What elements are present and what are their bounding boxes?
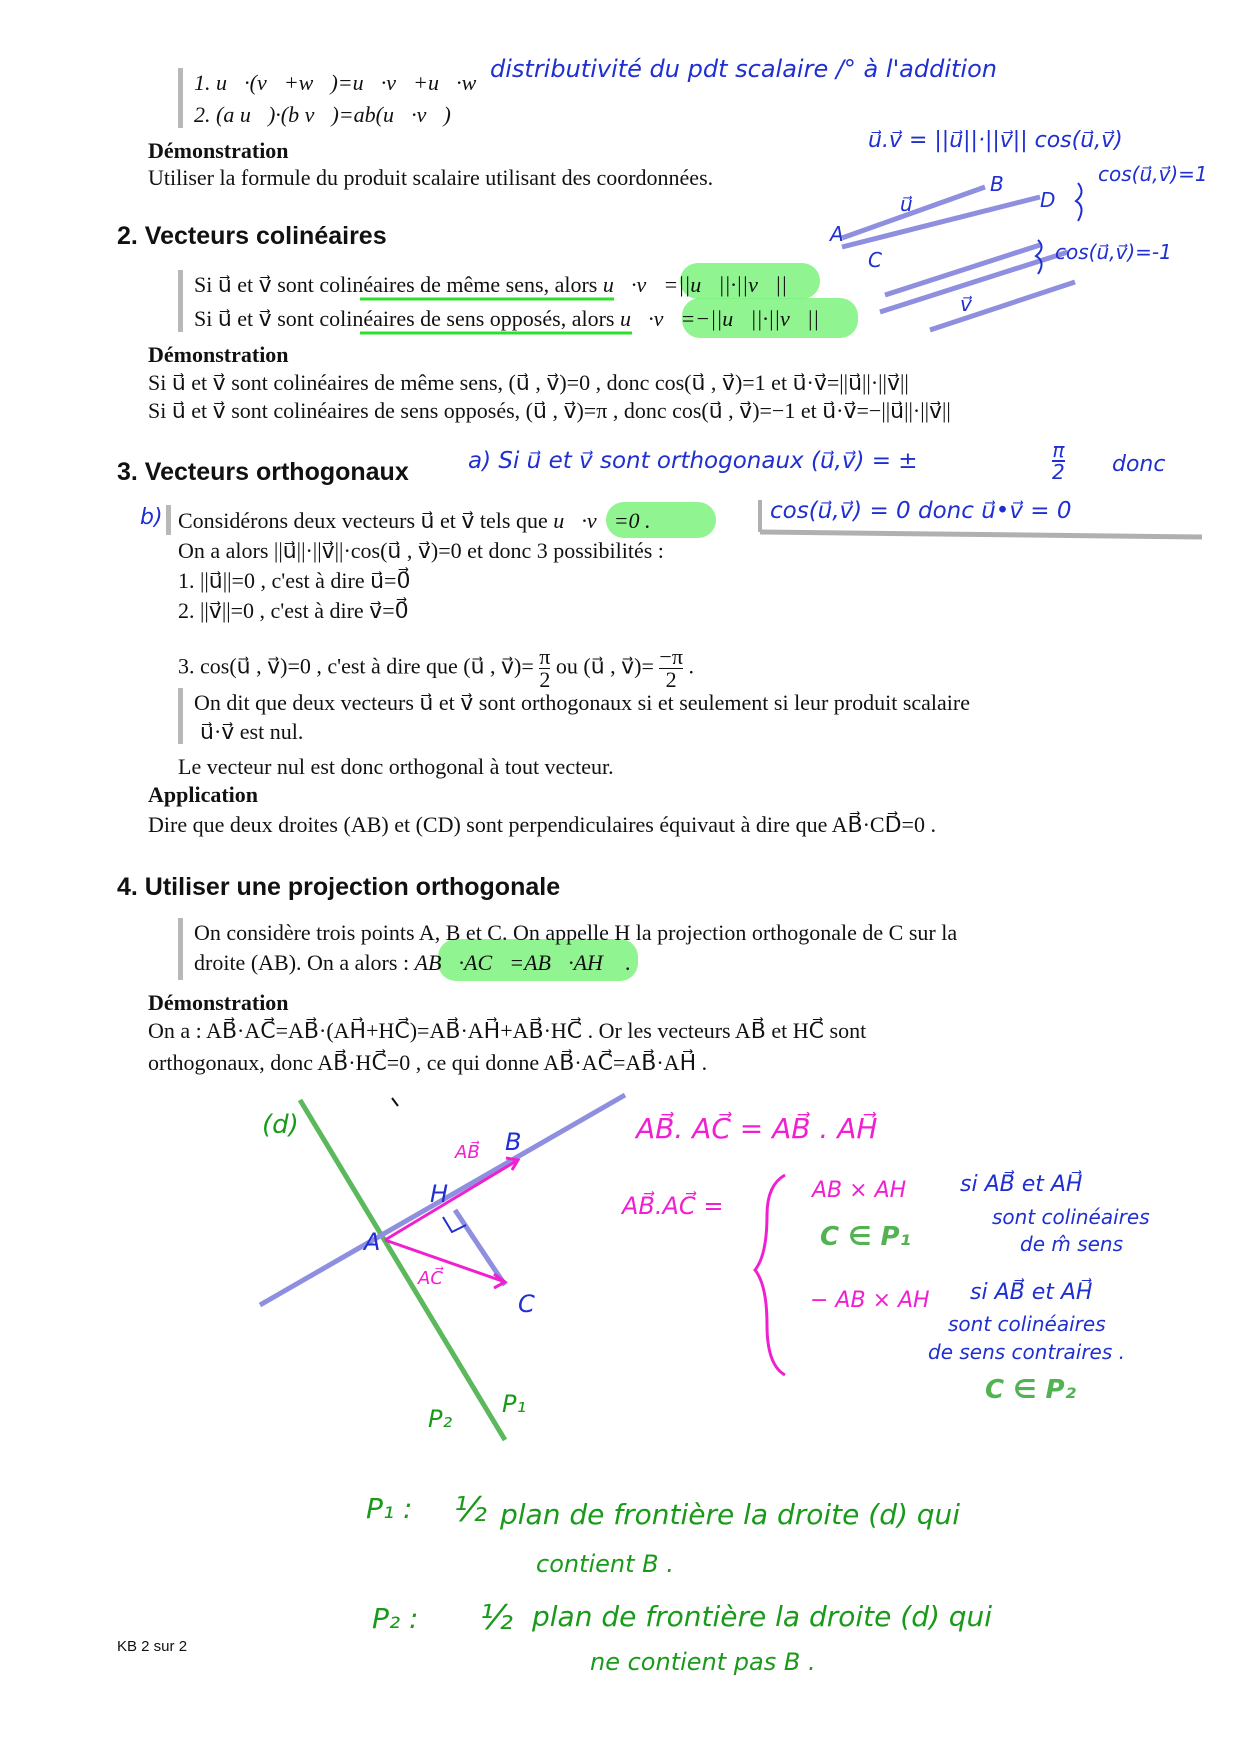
demo-text-1: Utiliser la formule du produit scalaire utilisant des coordonnées. — [148, 165, 714, 190]
fig-vector-ac-label: AC⃗ — [418, 1268, 443, 1289]
ortho-null-vector: Le vecteur nul est donc orthogonal à tout vecteur. — [178, 754, 614, 779]
hw-donc: donc — [1112, 452, 1166, 477]
hw-case1-cond1: si AB⃗ et AH⃗ — [960, 1172, 1083, 1197]
hw-orthogonal-a: a) Si u⃗ et v⃗ sont orthogonaux (u⃗,v⃗) = ± — [468, 448, 918, 474]
hw-projection-equality: AB⃗. AC⃗ = AB⃗ . AH⃗ — [636, 1112, 878, 1145]
fig-half-plane-p1: P₁ — [502, 1390, 527, 1418]
application-text: Dire que deux droites (AB) et (CD) sont perpendiculaires équivaut à dire que AB⃗·CD⃗=0 . — [148, 812, 936, 837]
section-title-colinear: 2. Vecteurs colinéaires — [117, 222, 387, 250]
hw-p2-text2: ne contient pas B . — [590, 1648, 816, 1676]
projection-statement-2: droite (AB). On a alors : AB⃗·AC⃗=AB⃗·AH⃗ . — [194, 950, 632, 975]
ortho-definition-1: On dit que deux vecteurs u⃗ et v⃗ sont orthogonaux si et seulement si leur produit scalaire — [194, 690, 970, 715]
hw-p2-label: P₂ : — [372, 1602, 419, 1635]
hw-pi-over-two: π 2 — [1052, 438, 1065, 484]
colinear-same-line: Si u⃗ et v⃗ sont colinéaires de même sens, alors u⃗·v⃗=||u⃗||·||v⃗|| — [194, 272, 788, 297]
property-distributivity: 1. u⃗·(v⃗+w⃗)=u⃗·v⃗+u⃗·w⃗ — [194, 70, 494, 95]
demo-label-4: Démonstration — [148, 990, 289, 1015]
fig-point-b: B — [505, 1128, 522, 1156]
fig-half-plane-p2: P₂ — [428, 1405, 453, 1433]
hw-label-c: C — [868, 248, 882, 272]
hw-c-in-p1: C ∈ P₁ — [820, 1222, 911, 1252]
fig-line-d-label: (d) — [262, 1110, 299, 1140]
projection-demo-1: On a : AB⃗·AC⃗=AB⃗·(AH⃗+HC⃗)=AB⃗·AH⃗+AB⃗·HC⃗ . Or les vecteurs AB⃗ et HC⃗ sont — [148, 1018, 867, 1043]
hw-case2-cond2: sont colinéaires — [948, 1312, 1106, 1336]
hw-p1-label: P₁ : — [366, 1492, 413, 1525]
hw-p1-text2: contient B . — [536, 1550, 674, 1578]
ortho-possibilities: On a alors ||u⃗||·||v⃗||·cos(u⃗ , v⃗)=0 et donc 3 possibilités : — [178, 538, 664, 563]
ortho-consider: Considérons deux vecteurs u⃗ et v⃗ tels que u⃗·v⃗=0 . — [178, 508, 651, 533]
projection-statement-1: On considère trois points A, B et C. On appelle H la projection orthogonale de C sur la — [194, 920, 958, 945]
hw-case1-product: AB × AH — [812, 1178, 907, 1203]
ortho-case-3: 3. cos(u⃗ , v⃗)=0 , c'est à dire que (u⃗ , v⃗)= $\frac{\pi}{2}$ ou (u⃗ , v⃗)= $\frac{-\pi}{2}$ . — [178, 644, 694, 692]
projection-demo-2: orthogonaux, donc AB⃗·HC⃗=0 , ce qui donne AB⃗·AC⃗=AB⃗·AH⃗ . — [148, 1050, 708, 1075]
hw-label-v: v⃗ — [960, 292, 972, 316]
hw-cos-one: cos(u⃗,v⃗)=1 — [1098, 162, 1208, 186]
hw-scalar-formula: u⃗.v⃗ = ||u⃗||·||v⃗|| cos(u⃗,v⃗) — [868, 128, 1123, 153]
brace-cases — [755, 1175, 785, 1375]
ortho-case-1: 1. ||u⃗||=0 , c'est à dire u⃗=0⃗ — [178, 568, 411, 593]
property-scalar: 2. (a u⃗)·(b v⃗)=ab(u⃗·v⃗) — [194, 102, 451, 127]
hw-p2-text: plan de frontière la droite (d) qui — [532, 1600, 993, 1633]
hw-case2-cond3: de sens contraires . — [928, 1340, 1125, 1364]
brace-top — [1076, 183, 1082, 221]
demo-colinear-same: Si u⃗ et v⃗ sont colinéaires de même sens, (u⃗ , v⃗)=0 , donc cos(u⃗ , v⃗)=1 et u⃗·v⃗=||u⃗||·||v⃗|| — [148, 370, 909, 395]
fig-point-a: A — [364, 1228, 381, 1256]
hw-case1-cond3: de m̂ sens — [1020, 1232, 1124, 1256]
hw-cos-zero: cos(u⃗,v⃗) = 0 donc u⃗•v⃗ = 0 — [770, 498, 1072, 524]
application-label: Application — [148, 782, 259, 807]
separator-line — [760, 532, 1202, 537]
fig-point-c: C — [518, 1290, 535, 1318]
hw-label-a: A — [830, 222, 844, 246]
demo-colinear-opposite: Si u⃗ et v⃗ sont colinéaires de sens opposés, (u⃗ , v⃗)=π , donc cos(u⃗ , v⃗)=−1 et u⃗·v⃗=−||u⃗||·||v⃗|| — [148, 398, 951, 423]
hw-p1-text: plan de frontière la droite (d) qui — [500, 1498, 961, 1531]
hw-cos-minus-one: cos(u⃗,v⃗)=-1 — [1055, 240, 1172, 264]
fig-point-h: H — [430, 1180, 449, 1208]
fig-vector-ab-label: AB⃗ — [455, 1142, 480, 1163]
hw-cases-lhs: AB⃗.AC⃗ = — [622, 1192, 724, 1220]
hw-p1-half: ½ — [454, 1490, 487, 1530]
hw-label-d: D — [1040, 188, 1056, 212]
ortho-definition-2: u⃗·v⃗ est nul. — [200, 719, 304, 744]
hw-label-u: u⃗ — [900, 192, 913, 216]
hw-case2-cond1: si AB⃗ et AH⃗ — [970, 1280, 1093, 1305]
hw-label-b-part: b) — [140, 505, 163, 530]
page-footer: KB 2 sur 2 — [117, 1638, 188, 1655]
hw-label-b: B — [990, 172, 1004, 196]
section-title-projection: 4. Utiliser une projection orthogonale — [117, 873, 561, 901]
vector-ab — [385, 1160, 518, 1240]
section-title-orthogonal: 3. Vecteurs orthogonaux — [117, 458, 409, 486]
hw-case1-cond2: sont colinéaires — [992, 1205, 1150, 1229]
hw-p2-half: ½ — [480, 1598, 513, 1638]
hw-c-in-p2: C ∈ P₂ — [985, 1375, 1076, 1405]
demo-label-1: Démonstration — [148, 138, 289, 163]
ortho-case-2: 2. ||v⃗||=0 , c'est à dire v⃗=0⃗ — [178, 598, 409, 623]
demo-label-2: Démonstration — [148, 342, 289, 367]
hw-case2-product: − AB × AH — [810, 1288, 930, 1313]
hw-distributivity: distributivité du pdt scalaire /° à l'addition — [490, 55, 997, 83]
colinear-opposite-line: Si u⃗ et v⃗ sont colinéaires de sens opposés, alors u⃗·v⃗=−||u⃗||·||v⃗|| — [194, 306, 820, 331]
